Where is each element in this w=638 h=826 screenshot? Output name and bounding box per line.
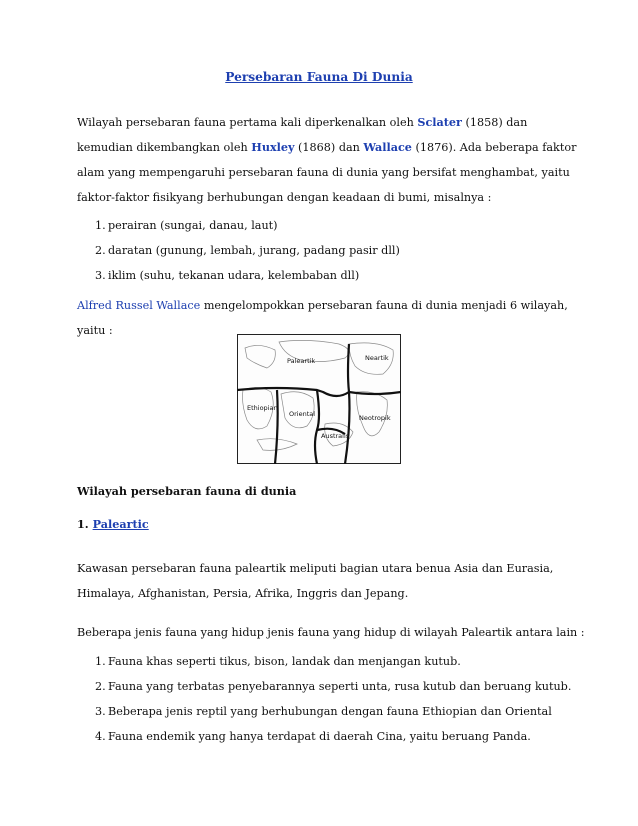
sclater-link[interactable]: Sclater [417, 115, 462, 129]
list-item: 3. iklim (suhu, tekanan udara, kelembaban dll) [95, 269, 360, 282]
alfred-russel-wallace-link[interactable]: Alfred Russel Wallace [77, 299, 201, 312]
list-item: 2. Fauna yang terbatas penyebarannya seperti unta, rusa kutub dan beruang kutub. [95, 680, 572, 693]
region-label-australis: Australis [321, 432, 350, 440]
paleartic-link[interactable]: Paleartic [92, 517, 149, 531]
factors-list [77, 213, 597, 288]
wallace-link[interactable]: Wallace [363, 140, 412, 154]
world-fauna-map [237, 334, 401, 464]
page-title[interactable]: Persebaran Fauna Di Dunia [225, 70, 413, 84]
list-item: 3. Beberapa jenis reptil yang berhubungan dengan fauna Ethiopian dan Oriental [95, 705, 552, 718]
paleartic-fauna-list [77, 649, 597, 749]
list-item: 1. perairan (sungai, danau, laut) [95, 219, 278, 232]
region-label-neartik: Neartik [365, 354, 389, 362]
list-item: 4. Fauna endemik yang hanya terdapat di daerah Cina, yaitu beruang Panda. [95, 730, 531, 743]
section-heading: Wilayah persebaran fauna di dunia [77, 484, 297, 498]
huxley-link[interactable]: Huxley [251, 140, 295, 154]
list-item: 2. daratan (gunung, lembah, jurang, padang pasir dll) [95, 244, 400, 257]
list-item: 1. Fauna khas seperti tikus, bison, landak dan menjangan kutub. [95, 655, 461, 668]
region-label-ethiopian: Ethiopian [247, 404, 278, 412]
intro-paragraph: Wilayah persebaran fauna pertama kali diperkenalkan oleh Sclater (1858) dan kemudian dikembangkan oleh Huxley (1868) dan Wallace (1876). Ada beberapa faktor alam yang mempengaruhi persebaran fauna di dunia yang bersifat menghambat, yaitu faktor-faktor fisikyang berhubungan dengan keadaan di bumi, misalnya : [77, 115, 577, 204]
region-label-neotropik: Neotropik [359, 414, 391, 422]
paleartic-description: Kawasan persebaran fauna paleartik meliputi bagian utara benua Asia dan Eurasia, Himalaya, Afghanistan, Persia, Afrika, Inggris dan Jepang. [77, 562, 554, 600]
region-label-paleartik: Paleartik [287, 357, 316, 365]
paleartic-heading: 1. Paleartic [77, 517, 149, 531]
paleartic-list-intro: Beberapa jenis fauna yang hidup jenis fauna yang hidup di wilayah Paleartik antara lain : [77, 626, 585, 639]
wallace-paragraph: Alfred Russel Wallace mengelompokkan persebaran fauna di dunia menjadi 6 wilayah, yaitu : [77, 299, 568, 337]
region-label-oriental: Oriental [289, 410, 316, 418]
